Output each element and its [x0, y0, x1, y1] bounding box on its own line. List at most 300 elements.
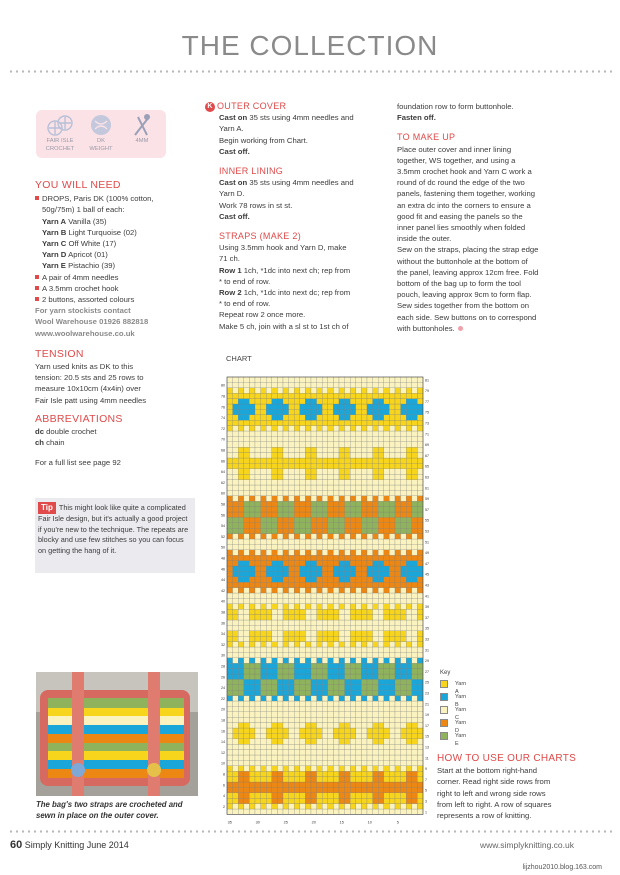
chart-stitch — [367, 679, 373, 684]
chart-stitch — [339, 555, 345, 560]
chart-stitch — [417, 760, 423, 765]
chart-stitch — [305, 458, 311, 463]
chart-stitch — [294, 436, 300, 441]
chart-stitch — [339, 798, 345, 803]
chart-stitch — [412, 728, 418, 733]
chart-stitch — [266, 517, 272, 522]
chart-stitch — [244, 550, 250, 555]
chart-stitch — [227, 615, 233, 620]
chart-stitch — [406, 436, 412, 441]
chart-stitch — [300, 706, 306, 711]
chart-stitch — [249, 609, 255, 614]
row-label: 31 — [425, 648, 429, 653]
chart-stitch — [350, 663, 356, 668]
chart-stitch — [339, 620, 345, 625]
chart-stitch — [227, 431, 233, 436]
chart-stitch — [238, 561, 244, 566]
chart-stitch — [227, 463, 233, 468]
chart-stitch — [356, 463, 362, 468]
chart-stitch — [294, 685, 300, 690]
chart-stitch — [311, 577, 317, 582]
chart-stitch — [401, 604, 407, 609]
chart-stitch — [333, 382, 339, 387]
chart-stitch — [345, 750, 351, 755]
chart-stitch — [417, 809, 423, 814]
chart-stitch — [350, 490, 356, 495]
chart-stitch — [294, 696, 300, 701]
chart-stitch — [356, 404, 362, 409]
chart-stitch — [373, 420, 379, 425]
chart-stitch — [339, 463, 345, 468]
chart-stitch — [378, 382, 384, 387]
chart-stitch — [272, 388, 278, 393]
chart-stitch — [227, 647, 233, 652]
chart-stitch — [272, 490, 278, 495]
chart-stitch — [345, 744, 351, 749]
chart-stitch — [227, 561, 233, 566]
chart-stitch — [345, 782, 351, 787]
chart-stitch — [384, 561, 390, 566]
chart-stitch — [266, 744, 272, 749]
chart-stitch — [294, 388, 300, 393]
chart-stitch — [227, 658, 233, 663]
chart-stitch — [233, 593, 239, 598]
chart-stitch — [289, 517, 295, 522]
row-label: 68 — [221, 448, 225, 453]
row-label: 51 — [425, 540, 429, 545]
chart-stitch — [283, 474, 289, 479]
chart-stitch — [345, 566, 351, 571]
row-label: 2 — [223, 804, 225, 809]
chart-stitch — [395, 620, 401, 625]
chart-stitch — [401, 706, 407, 711]
chart-stitch — [333, 744, 339, 749]
chart-stitch — [384, 690, 390, 695]
chart-stitch — [333, 571, 339, 576]
chart-stitch — [261, 588, 267, 593]
chart-stitch — [345, 523, 351, 528]
chart-stitch — [412, 480, 418, 485]
chart-stitch — [266, 409, 272, 414]
chart-stitch — [417, 690, 423, 695]
chart-stitch — [289, 501, 295, 506]
chart-stitch — [244, 674, 250, 679]
chart-stitch — [227, 663, 233, 668]
chart-stitch — [417, 496, 423, 501]
chart-stitch — [294, 755, 300, 760]
chart-stitch — [339, 777, 345, 782]
chart-stitch — [261, 706, 267, 711]
chart-stitch — [373, 755, 379, 760]
chart-stitch — [367, 539, 373, 544]
chart-stitch — [238, 404, 244, 409]
chart-stitch — [384, 480, 390, 485]
chart-stitch — [345, 409, 351, 414]
chart-stitch — [339, 453, 345, 458]
chart-stitch — [227, 809, 233, 814]
supplier-link[interactable]: www.woolwarehouse.co.uk — [35, 328, 135, 338]
chart-stitch — [255, 436, 261, 441]
chart-stitch — [317, 447, 323, 452]
chart-stitch — [345, 777, 351, 782]
chart-stitch — [261, 787, 267, 792]
chart-stitch — [233, 782, 239, 787]
chart-stitch — [384, 679, 390, 684]
chart-stitch — [395, 501, 401, 506]
chart-stitch — [244, 507, 250, 512]
chart-stitch — [339, 571, 345, 576]
chart-stitch — [283, 642, 289, 647]
chart-stitch — [406, 663, 412, 668]
chart-stitch — [238, 593, 244, 598]
chart-stitch — [300, 766, 306, 771]
chart-stitch — [412, 442, 418, 447]
chart-stitch — [294, 647, 300, 652]
chart-stitch — [317, 393, 323, 398]
chart-stitch — [249, 771, 255, 776]
chart-stitch — [412, 539, 418, 544]
row-label: 50 — [221, 545, 225, 550]
chart-stitch — [227, 717, 233, 722]
chart-stitch — [367, 404, 373, 409]
chart-stitch — [238, 463, 244, 468]
chart-stitch — [367, 771, 373, 776]
chart-stitch — [294, 393, 300, 398]
chart-stitch — [261, 685, 267, 690]
chart-stitch — [261, 636, 267, 641]
chart-stitch — [266, 663, 272, 668]
chart-stitch — [406, 793, 412, 798]
chart-stitch — [367, 561, 373, 566]
key-title: Key — [440, 670, 451, 676]
chart-stitch — [417, 517, 423, 522]
chart-stitch — [389, 436, 395, 441]
chart-stitch — [233, 615, 239, 620]
chart-stitch — [233, 701, 239, 706]
chart-stitch — [389, 615, 395, 620]
chart-stitch — [333, 658, 339, 663]
chart-stitch — [373, 485, 379, 490]
chart-stitch — [244, 717, 250, 722]
chart-stitch — [244, 620, 250, 625]
chart-stitch — [350, 588, 356, 593]
abbreviations-list: dc double crochet ch chain For a full list see page 92 — [35, 426, 200, 469]
chart-stitch — [272, 431, 278, 436]
chart-stitch — [233, 744, 239, 749]
chart-stitch — [261, 404, 267, 409]
chart-stitch — [373, 517, 379, 522]
chart-stitch — [356, 766, 362, 771]
chart-stitch — [272, 647, 278, 652]
chart-stitch — [261, 642, 267, 647]
chart-stitch — [373, 625, 379, 630]
chart-stitch — [389, 712, 395, 717]
chart-stitch — [244, 399, 250, 404]
chart-stitch — [378, 793, 384, 798]
chart-stitch — [289, 415, 295, 420]
chart-stitch — [356, 809, 362, 814]
chart-stitch — [289, 550, 295, 555]
to-make-up-text — [397, 144, 597, 334]
chart-stitch — [238, 679, 244, 684]
chart-stitch — [333, 388, 339, 393]
chart-stitch — [333, 739, 339, 744]
chart-stitch — [277, 712, 283, 717]
chart-stitch — [350, 620, 356, 625]
chart-stitch — [255, 669, 261, 674]
chart-stitch — [317, 647, 323, 652]
chart-stitch — [238, 669, 244, 674]
chart-stitch — [328, 706, 334, 711]
chart-stitch — [401, 690, 407, 695]
chart-stitch — [322, 593, 328, 598]
chart-stitch — [367, 782, 373, 787]
chart-stitch — [266, 399, 272, 404]
chart-stitch — [277, 463, 283, 468]
chart-stitch — [384, 512, 390, 517]
chart-stitch — [339, 528, 345, 533]
chart-stitch — [294, 571, 300, 576]
chart-stitch — [311, 604, 317, 609]
chart-stitch — [255, 609, 261, 614]
chart-stitch — [238, 453, 244, 458]
chart-stitch — [417, 463, 423, 468]
chart-stitch — [238, 426, 244, 431]
chart-stitch — [305, 669, 311, 674]
chart-stitch — [300, 647, 306, 652]
chart-stitch — [361, 458, 367, 463]
chart-stitch — [401, 507, 407, 512]
chart-stitch — [294, 507, 300, 512]
chart-stitch — [289, 793, 295, 798]
row-label: 24 — [221, 686, 225, 691]
chart-stitch — [361, 490, 367, 495]
chart-stitch — [322, 426, 328, 431]
middle-column: K OUTER COVER Cast on 35 sts using 4mm needles and Yarn A. Begin working from Chart. Cast off. INNER LINING Cast on 35 sts using 4mm needles and Yarn D. Work 78 rows in st st. Cast off. STRAPS (MAKE 2) Using 3.5mm hook and Yarn D, make 71 ch. Row 1 1ch, *1dc into next ch; rep from * to end of row. Row 2 1ch, *1dc into next dc; rep from * to end of row. Repeat row 2 once more. Make 5 ch, join with a sl st to 1st ch of — [205, 101, 395, 332]
chart-stitch — [289, 447, 295, 452]
chart-stitch — [277, 388, 283, 393]
footer-website[interactable]: www.simplyknitting.co.uk — [479, 840, 574, 850]
chart-stitch — [238, 582, 244, 587]
chart-stitch — [300, 507, 306, 512]
chart-stitch — [395, 636, 401, 641]
chart-stitch — [395, 528, 401, 533]
chart-stitch — [417, 539, 423, 544]
chart-stitch — [339, 685, 345, 690]
chart-stitch — [333, 480, 339, 485]
row-label: 71 — [425, 432, 429, 437]
chart-stitch — [233, 528, 239, 533]
chart-stitch — [333, 501, 339, 506]
chart-stitch — [277, 582, 283, 587]
chart-stitch — [345, 544, 351, 549]
chart-stitch — [294, 561, 300, 566]
chart-stitch — [328, 798, 334, 803]
chart-stitch — [389, 442, 395, 447]
chart-stitch — [244, 615, 250, 620]
chart-stitch — [289, 804, 295, 809]
chart-stitch — [249, 679, 255, 684]
chart-stitch — [395, 663, 401, 668]
chart-stitch — [283, 598, 289, 603]
chart-stitch — [277, 469, 283, 474]
chart-stitch — [283, 431, 289, 436]
chart-stitch — [266, 507, 272, 512]
chart-stitch — [401, 382, 407, 387]
chart-stitch — [255, 507, 261, 512]
chart-stitch — [395, 701, 401, 706]
row-label: 47 — [425, 561, 429, 566]
chart-stitch — [373, 706, 379, 711]
chart-stitch — [356, 696, 362, 701]
chart-stitch — [367, 577, 373, 582]
chart-stitch — [283, 750, 289, 755]
chart-stitch — [384, 501, 390, 506]
chart-stitch — [328, 733, 334, 738]
chart-stitch — [300, 755, 306, 760]
chart-stitch — [266, 442, 272, 447]
chart-stitch — [367, 787, 373, 792]
chart-stitch — [238, 598, 244, 603]
chart-stitch — [417, 679, 423, 684]
chart-stitch — [249, 393, 255, 398]
chart-stitch — [233, 777, 239, 782]
row-label: 54 — [221, 524, 225, 529]
chart-stitch — [345, 377, 351, 382]
chart-stitch — [272, 409, 278, 414]
chart-stitch — [350, 739, 356, 744]
chart-stitch — [361, 577, 367, 582]
chart-stitch — [294, 377, 300, 382]
chart-stitch — [311, 409, 317, 414]
chart-stitch — [406, 625, 412, 630]
chart-stitch — [311, 782, 317, 787]
chart-stitch — [361, 512, 367, 517]
chart-stitch — [350, 609, 356, 614]
chart-stitch — [378, 566, 384, 571]
chart-stitch — [378, 744, 384, 749]
chart-stitch — [322, 787, 328, 792]
chart-stitch — [367, 550, 373, 555]
chart-stitch — [339, 577, 345, 582]
chart-stitch — [389, 447, 395, 452]
chart-stitch — [244, 485, 250, 490]
chart-stitch — [238, 436, 244, 441]
chart-stitch — [227, 442, 233, 447]
chart-stitch — [300, 793, 306, 798]
chart-stitch — [378, 523, 384, 528]
chart-stitch — [384, 436, 390, 441]
chart-stitch — [233, 728, 239, 733]
chart-stitch — [406, 458, 412, 463]
chart-stitch — [328, 393, 334, 398]
chart-stitch — [261, 739, 267, 744]
chart-stitch — [238, 690, 244, 695]
chart-stitch — [272, 501, 278, 506]
chart-stitch — [389, 382, 395, 387]
chart-stitch — [350, 744, 356, 749]
chart-stitch — [389, 642, 395, 647]
chart-stitch — [333, 415, 339, 420]
chart-stitch — [373, 663, 379, 668]
chart-stitch — [417, 420, 423, 425]
chart-stitch — [361, 625, 367, 630]
chart-stitch — [300, 658, 306, 663]
chart-stitch — [406, 426, 412, 431]
chart-stitch — [249, 426, 255, 431]
chart-stitch — [283, 787, 289, 792]
chart-stitch — [412, 717, 418, 722]
chart-stitch — [317, 755, 323, 760]
chart-stitch — [311, 809, 317, 814]
chart-stitch — [311, 712, 317, 717]
chart-stitch — [378, 593, 384, 598]
chart-stitch — [277, 496, 283, 501]
chart-stitch — [317, 658, 323, 663]
chart-stitch — [412, 496, 418, 501]
chart-stitch — [289, 431, 295, 436]
chart-stitch — [227, 598, 233, 603]
chart-stitch — [300, 447, 306, 452]
chart-stitch — [350, 507, 356, 512]
chart-stitch — [345, 690, 351, 695]
chart-stitch — [277, 393, 283, 398]
chart-stitch — [333, 539, 339, 544]
chart-stitch — [406, 512, 412, 517]
chart-stitch — [255, 771, 261, 776]
chart-stitch — [401, 733, 407, 738]
footer-divider — [8, 830, 612, 833]
chart-stitch — [412, 706, 418, 711]
chart-stitch — [361, 685, 367, 690]
chart-stitch — [373, 582, 379, 587]
chart-stitch — [395, 539, 401, 544]
chart-stitch — [244, 512, 250, 517]
chart-stitch — [395, 426, 401, 431]
chart-stitch — [401, 458, 407, 463]
chart-stitch — [294, 528, 300, 533]
chart-stitch — [361, 750, 367, 755]
chart-stitch — [345, 625, 351, 630]
chart-stitch — [283, 490, 289, 495]
chart-stitch — [289, 706, 295, 711]
chart-stitch — [283, 571, 289, 576]
make-up-line: Sew sides together from the bottom on — [397, 301, 530, 311]
chart-stitch — [339, 701, 345, 706]
chart-stitch — [277, 625, 283, 630]
chart-stitch — [384, 723, 390, 728]
chart-stitch — [289, 382, 295, 387]
chart-stitch — [244, 431, 250, 436]
chart-stitch — [227, 642, 233, 647]
chart-stitch — [233, 723, 239, 728]
chart-stitch — [395, 647, 401, 652]
chart-stitch — [249, 458, 255, 463]
chart-stitch — [277, 534, 283, 539]
chart-stitch — [249, 415, 255, 420]
chart-stitch — [339, 415, 345, 420]
chart-stitch — [345, 787, 351, 792]
chart-stitch — [378, 485, 384, 490]
chart-stitch — [261, 561, 267, 566]
chart-stitch — [406, 474, 412, 479]
chart-stitch — [311, 544, 317, 549]
chart-stitch — [249, 453, 255, 458]
chart-stitch — [389, 534, 395, 539]
chart-stitch — [289, 728, 295, 733]
chart-stitch — [261, 555, 267, 560]
chart-stitch — [361, 377, 367, 382]
